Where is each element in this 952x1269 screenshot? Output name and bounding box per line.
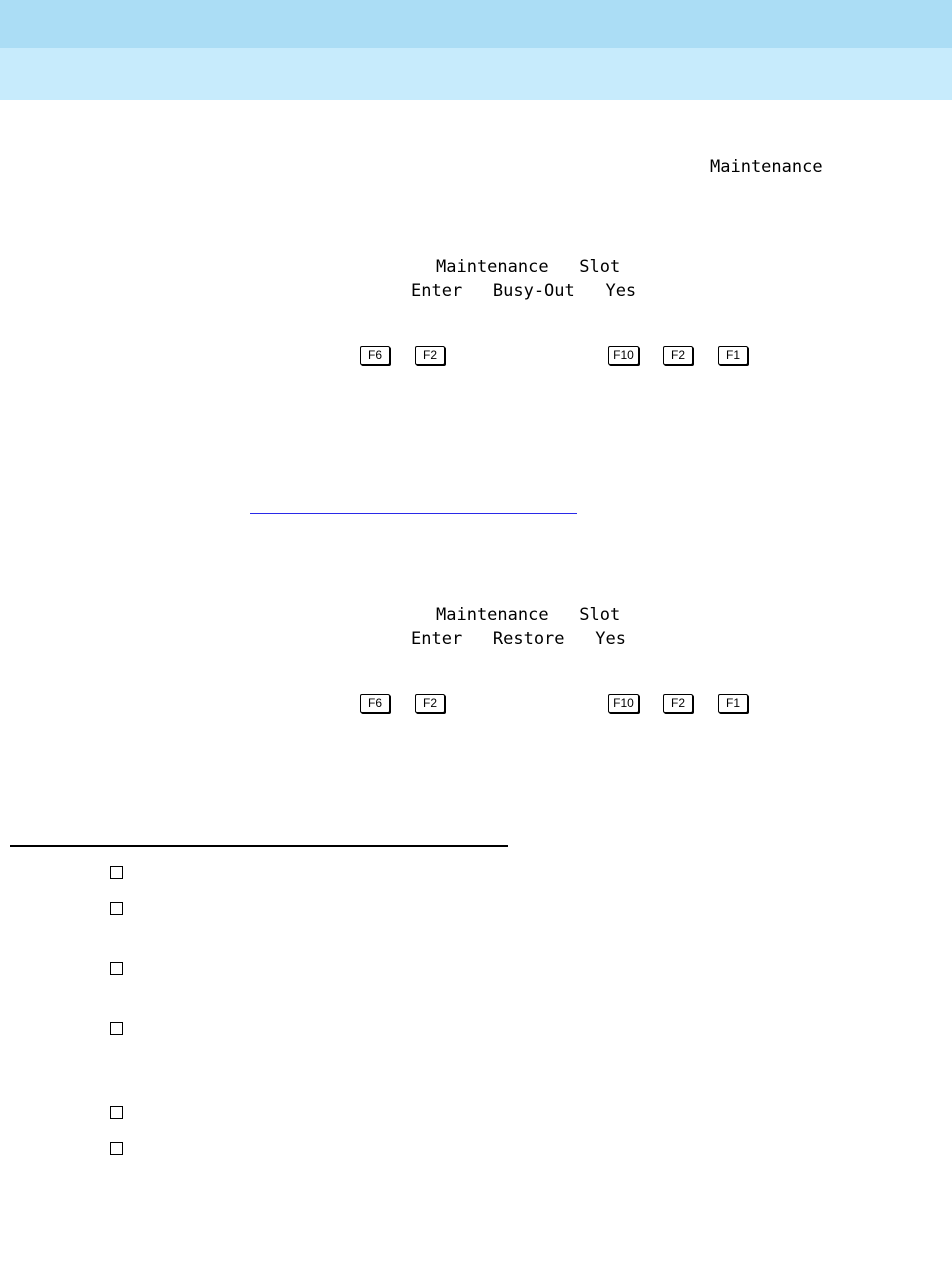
- busy-out-path-line2: Enter Busy-Out Yes: [411, 281, 637, 301]
- key-f1[interactable]: F1: [718, 346, 748, 365]
- key-f2[interactable]: F2: [415, 346, 445, 365]
- checklist-checkbox-2[interactable]: [110, 902, 123, 915]
- checklist-checkbox-1[interactable]: [110, 866, 123, 879]
- checklist-checkbox-3[interactable]: [110, 962, 123, 975]
- section-divider: [10, 845, 508, 847]
- maintenance-menu-label: Maintenance: [710, 157, 823, 177]
- key-f10[interactable]: F10: [608, 346, 639, 365]
- key-f2[interactable]: F2: [415, 694, 445, 713]
- restore-path-line2: Enter Restore Yes: [411, 629, 626, 649]
- checklist-checkbox-6[interactable]: [110, 1142, 123, 1155]
- restore-path-line1: Maintenance Slot: [436, 605, 621, 625]
- header-band-top: [0, 0, 952, 48]
- busy-out-path-line1: Maintenance Slot: [436, 257, 621, 277]
- key-f6[interactable]: F6: [360, 694, 390, 713]
- key-f2[interactable]: F2: [663, 346, 693, 365]
- key-f2[interactable]: F2: [663, 694, 693, 713]
- cross-reference-link[interactable]: [250, 513, 577, 514]
- checklist-checkbox-4[interactable]: [110, 1022, 123, 1035]
- checklist-checkbox-5[interactable]: [110, 1106, 123, 1119]
- key-f6[interactable]: F6: [360, 346, 390, 365]
- header-band-bottom: [0, 48, 952, 100]
- key-f10[interactable]: F10: [608, 694, 639, 713]
- key-f1[interactable]: F1: [718, 694, 748, 713]
